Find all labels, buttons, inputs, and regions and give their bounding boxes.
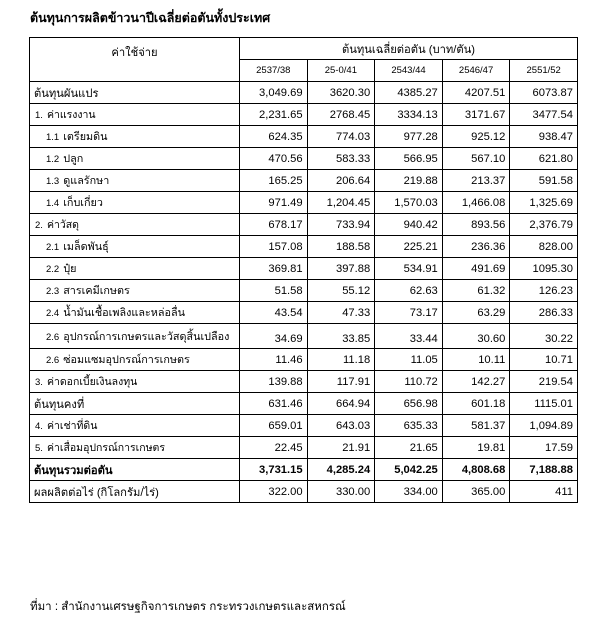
cell-value: 17.59 xyxy=(510,437,578,459)
cell-value: 188.58 xyxy=(307,236,375,258)
cell-value: 4,285.24 xyxy=(307,459,375,481)
row-label: 2.2 ปุ๋ย xyxy=(30,258,240,280)
cell-value: 165.25 xyxy=(240,170,308,192)
cell-value: 1,325.69 xyxy=(510,192,578,214)
cell-value: 11.46 xyxy=(240,349,308,371)
table-row xyxy=(30,324,578,349)
cell-value: 30.60 xyxy=(442,324,510,349)
cell-value: 1,570.03 xyxy=(375,192,443,214)
cell-value: 397.88 xyxy=(307,258,375,280)
cell-value: 62.63 xyxy=(375,280,443,302)
table-row-fixed-cost xyxy=(30,393,578,415)
table-row xyxy=(30,192,578,214)
cell-value: 11.05 xyxy=(375,349,443,371)
cell-value: 828.00 xyxy=(510,236,578,258)
table-row xyxy=(30,437,578,459)
cell-value: 22.45 xyxy=(240,437,308,459)
cost-table xyxy=(29,37,578,503)
table-row xyxy=(30,148,578,170)
table-row-variable-cost xyxy=(30,82,578,104)
row-label: 1.1 เตรียมดิน xyxy=(30,126,240,148)
cell-value: 7,188.88 xyxy=(510,459,578,481)
table-row xyxy=(30,280,578,302)
row-label: 5. ค่าเสื่อมอุปกรณ์การเกษตร xyxy=(30,437,240,459)
cell-value: 33.85 xyxy=(307,324,375,349)
cell-value: 110.72 xyxy=(375,371,443,393)
cell-value: 621.80 xyxy=(510,148,578,170)
cell-value: 4,808.68 xyxy=(442,459,510,481)
cell-value: 30.22 xyxy=(510,324,578,349)
cost-group-header: ต้นทุนเฉลี่ยต่อตัน (บาท/ตัน) xyxy=(240,38,578,60)
cell-value: 411 xyxy=(510,481,578,503)
cell-value: 5,042.25 xyxy=(375,459,443,481)
cell-value: 225.21 xyxy=(375,236,443,258)
cell-value: 940.42 xyxy=(375,214,443,236)
table-row xyxy=(30,170,578,192)
cell-value: 6073.87 xyxy=(510,82,578,104)
row-label: 2.3 สารเคมีเกษตร xyxy=(30,280,240,302)
row-label: ผลผลิตต่อไร่ (กิโลกรัม/ไร่) xyxy=(30,481,240,503)
row-label: ต้นทุนผันแปร xyxy=(30,82,240,104)
cell-value: 219.54 xyxy=(510,371,578,393)
year-header: 25-0/41 xyxy=(307,60,375,82)
cell-value: 601.18 xyxy=(442,393,510,415)
cell-value: 55.12 xyxy=(307,280,375,302)
cell-value: 631.46 xyxy=(240,393,308,415)
table-row xyxy=(30,258,578,280)
row-label: 3. ค่าดอกเบี้ยเงินลงทุน xyxy=(30,371,240,393)
cell-value: 664.94 xyxy=(307,393,375,415)
cell-value: 3334.13 xyxy=(375,104,443,126)
cell-value: 142.27 xyxy=(442,371,510,393)
table-row xyxy=(30,104,578,126)
row-label: ต้นทุนคงที่ xyxy=(30,393,240,415)
cell-value: 369.81 xyxy=(240,258,308,280)
cell-value: 63.29 xyxy=(442,302,510,324)
table-row-total-cost xyxy=(30,459,578,481)
cell-value: 3,731.15 xyxy=(240,459,308,481)
cell-value: 567.10 xyxy=(442,148,510,170)
cell-value: 591.58 xyxy=(510,170,578,192)
cell-value: 21.91 xyxy=(307,437,375,459)
cell-value: 1,094.89 xyxy=(510,415,578,437)
cell-value: 977.28 xyxy=(375,126,443,148)
row-label: 1.4 เก็บเกี่ยว xyxy=(30,192,240,214)
cell-value: 534.91 xyxy=(375,258,443,280)
cell-value: 624.35 xyxy=(240,126,308,148)
table-row xyxy=(30,126,578,148)
source-note: ที่มา : สำนักงานเศรษฐกิจการเกษตร กระทรวงเกษตรและสหกรณ์ xyxy=(30,601,346,613)
year-header: 2537/38 xyxy=(240,60,308,82)
row-label: 2.1 เมล็ดพันธุ์ xyxy=(30,236,240,258)
cell-value: 43.54 xyxy=(240,302,308,324)
cell-value: 47.33 xyxy=(307,302,375,324)
page-title: ต้นทุนการผลิตข้าวนาปีเฉลี่ยต่อตันทั้งประเทศ xyxy=(30,10,271,25)
cell-value: 4385.27 xyxy=(375,82,443,104)
cell-value: 61.32 xyxy=(442,280,510,302)
row-label: ต้นทุนรวมต่อตัน xyxy=(30,459,240,481)
table-row xyxy=(30,415,578,437)
cell-value: 635.33 xyxy=(375,415,443,437)
cell-value: 583.33 xyxy=(307,148,375,170)
cell-value: 3620.30 xyxy=(307,82,375,104)
cell-value: 334.00 xyxy=(375,481,443,503)
cell-value: 643.03 xyxy=(307,415,375,437)
table-row-yield xyxy=(30,481,578,503)
cell-value: 3477.54 xyxy=(510,104,578,126)
cell-value: 206.64 xyxy=(307,170,375,192)
cell-value: 236.36 xyxy=(442,236,510,258)
cell-value: 286.33 xyxy=(510,302,578,324)
cell-value: 21.65 xyxy=(375,437,443,459)
cell-value: 157.08 xyxy=(240,236,308,258)
cell-value: 470.56 xyxy=(240,148,308,170)
row-label: 1. ค่าแรงงาน xyxy=(30,104,240,126)
row-label: 2.6 อุปกรณ์การเกษตรและวัสดุสิ้นเปลือง xyxy=(30,324,240,349)
table-row xyxy=(30,214,578,236)
header-row xyxy=(30,38,578,60)
cell-value: 117.91 xyxy=(307,371,375,393)
cell-value: 330.00 xyxy=(307,481,375,503)
row-label: 2.6 ซ่อมแซมอุปกรณ์การเกษตร xyxy=(30,349,240,371)
cell-value: 2768.45 xyxy=(307,104,375,126)
cell-value: 219.88 xyxy=(375,170,443,192)
cell-value: 322.00 xyxy=(240,481,308,503)
cell-value: 2,376.79 xyxy=(510,214,578,236)
cell-value: 733.94 xyxy=(307,214,375,236)
year-header: 2546/47 xyxy=(442,60,510,82)
row-label: 2.4 น้ำมันเชื้อเพลิงและหล่อลื่น xyxy=(30,302,240,324)
cell-value: 2,231.65 xyxy=(240,104,308,126)
row-label: 1.2 ปลูก xyxy=(30,148,240,170)
cell-value: 938.47 xyxy=(510,126,578,148)
cell-value: 73.17 xyxy=(375,302,443,324)
cell-value: 34.69 xyxy=(240,324,308,349)
cell-value: 774.03 xyxy=(307,126,375,148)
cell-value: 925.12 xyxy=(442,126,510,148)
row-label: 1.3 ดูแลรักษา xyxy=(30,170,240,192)
cell-value: 678.17 xyxy=(240,214,308,236)
cell-value: 213.37 xyxy=(442,170,510,192)
cell-value: 11.18 xyxy=(307,349,375,371)
cell-value: 126.23 xyxy=(510,280,578,302)
cell-value: 10.11 xyxy=(442,349,510,371)
cell-value: 893.56 xyxy=(442,214,510,236)
cell-value: 491.69 xyxy=(442,258,510,280)
cell-value: 1115.01 xyxy=(510,393,578,415)
year-header: 2551/52 xyxy=(510,60,578,82)
cell-value: 3171.67 xyxy=(442,104,510,126)
table-row xyxy=(30,236,578,258)
year-header: 2543/44 xyxy=(375,60,443,82)
cell-value: 139.88 xyxy=(240,371,308,393)
cell-value: 971.49 xyxy=(240,192,308,214)
cell-value: 656.98 xyxy=(375,393,443,415)
table-row xyxy=(30,349,578,371)
expense-header: ค่าใช้จ่าย xyxy=(30,38,240,82)
cell-value: 1095.30 xyxy=(510,258,578,280)
cell-value: 51.58 xyxy=(240,280,308,302)
cell-value: 19.81 xyxy=(442,437,510,459)
cell-value: 10.71 xyxy=(510,349,578,371)
row-label: 4. ค่าเช่าที่ดิน xyxy=(30,415,240,437)
cell-value: 566.95 xyxy=(375,148,443,170)
table-row xyxy=(30,302,578,324)
cell-value: 365.00 xyxy=(442,481,510,503)
cell-value: 659.01 xyxy=(240,415,308,437)
cell-value: 581.37 xyxy=(442,415,510,437)
row-label: 2. ค่าวัสดุ xyxy=(30,214,240,236)
cell-value: 33.44 xyxy=(375,324,443,349)
cell-value: 4207.51 xyxy=(442,82,510,104)
table-row xyxy=(30,371,578,393)
cell-value: 1,466.08 xyxy=(442,192,510,214)
cell-value: 3,049.69 xyxy=(240,82,308,104)
cell-value: 1,204.45 xyxy=(307,192,375,214)
